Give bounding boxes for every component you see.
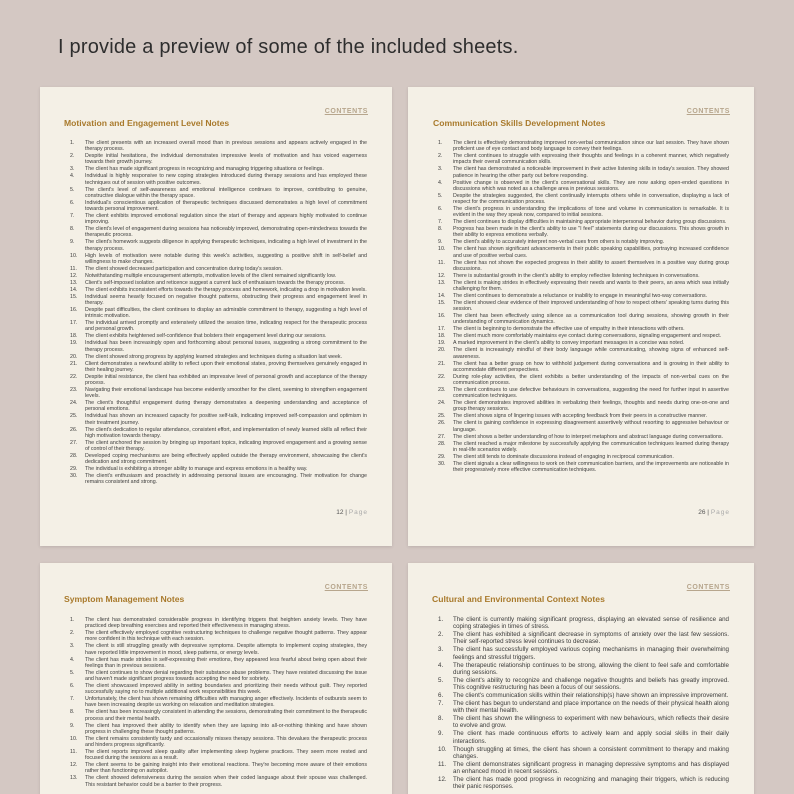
- note-text: The client has made good progress in recognizing and managing their triggers, which is reducing their panic responses.: [453, 776, 729, 791]
- note-number: 20.: [70, 353, 78, 360]
- note-item: [70, 466, 367, 472]
- note-number: 26.: [70, 426, 78, 433]
- note-text: The client has shown significant advancements in their public speaking capabilities, portraying increased confidence and use of positive verbal cues.: [453, 246, 729, 259]
- note-item: [438, 260, 729, 272]
- note-item: [70, 266, 367, 272]
- note-item: [70, 762, 367, 774]
- note-text: The client has demonstrated a noticeable improvement in their active listening skills in today's session. They showed patience in hearing the other party out before responding.: [453, 166, 729, 179]
- note-text: The client showed defensiveness during the session when their coded language about their spouse was challenged. This resistant behavior could be a barrier to their progress.: [85, 775, 367, 788]
- headline: I provide a preview of some of the included sheets.: [58, 36, 519, 58]
- note-number: 21.: [70, 360, 78, 367]
- note-item: [70, 736, 367, 748]
- note-number: 5.: [438, 676, 444, 684]
- note-text: The client is beginning to demonstrate the effective use of empathy in their interactions with others.: [453, 326, 685, 333]
- note-item: [70, 273, 367, 279]
- note-text: The client exhibits heightened self-confidence that bolsters their engagement level during our sessions.: [85, 333, 327, 340]
- note-item: [438, 730, 729, 744]
- note-number: 25.: [438, 413, 446, 420]
- contents-link[interactable]: CONTENTS: [324, 108, 368, 115]
- note-text: The client is still struggling greatly with depressive symptoms. Despite attempts to implement coping strategies, they have reported little improvement in mood, sleep patterns, or energy levels.: [85, 643, 367, 656]
- note-text: The client signals a clear willingness to work on their communication barriers, and the improvements are noticeable in their progressively more effective communication techniques.: [453, 460, 729, 474]
- note-number: 12.: [70, 762, 78, 769]
- note-text: Notwithstanding multiple encouragement attempts, motivation levels of the client remained significantly low.: [85, 272, 337, 279]
- note-item: [70, 213, 367, 225]
- note-number: 27.: [438, 433, 446, 440]
- note-number: 10.: [70, 252, 78, 259]
- note-text: The client has been effectively using silence as a communication tool during sessions, showing growth in their understanding of communication dynamics.: [453, 313, 729, 326]
- note-number: 24.: [70, 400, 78, 407]
- note-item: [438, 646, 729, 660]
- page-word: Page: [348, 509, 368, 516]
- note-text: Unfortunately, the client has shown remaining difficulties with managing anger effectively. Incidents of outbursts seem to have been increasing despite us working on relaxation and meditation strategies.: [85, 696, 367, 709]
- note-item: [70, 226, 367, 238]
- note-number: 7.: [438, 219, 443, 226]
- note-text: The client's level of engagement during sessions has noticeably improved, demonstrating open-mindedness towards the therapeutic process.: [85, 226, 367, 239]
- note-number: 7.: [438, 700, 444, 708]
- note-number: 28.: [70, 453, 78, 460]
- note-text: The client continues to struggle with expressing their thoughts and feelings in a coherent manner, which negatively impacts their overall communication skills.: [453, 153, 729, 166]
- page-footer: 26 | Page: [698, 509, 730, 516]
- note-text: A marked improvement in the client's ability to convey important messages in a concise was noted.: [453, 340, 685, 347]
- note-item: [70, 153, 367, 165]
- note-item: [70, 400, 367, 412]
- note-text: Developed coping mechanisms are being effectively applied outside the therapy environment, showcasing the client's dedication and strong commitment.: [85, 453, 367, 466]
- note-item: [438, 441, 729, 453]
- note-number: 13.: [70, 279, 78, 286]
- note-text: The client seems to be gaining insight into their emotional reactions. They're becoming more aware of their emotions rather than functioning on autopilot.: [85, 762, 367, 775]
- note-item: [70, 239, 367, 251]
- note-item: [438, 180, 729, 192]
- note-text: Navigating their emotional landscape has become evidently smoother for the client, seeming to strengthen engagement levels.: [85, 387, 367, 400]
- notes-list: [70, 140, 367, 486]
- note-item: [70, 307, 367, 319]
- note-item: [70, 361, 367, 373]
- note-number: 15.: [438, 300, 446, 307]
- note-text: Individual's conscientious application of therapeutic techniques discussed demonstrates a high level of commitment towards personal improvement.: [85, 199, 367, 213]
- note-item: [438, 387, 729, 399]
- note-text: The client has exhibited a significant decrease in symptoms of anxiety over the last few sessions. Their self-reported stress level continues to decrease.: [453, 631, 729, 646]
- note-item: [438, 239, 729, 245]
- note-item: [438, 746, 729, 760]
- note-item: [70, 333, 367, 339]
- note-number: 4.: [70, 656, 75, 663]
- note-number: 5.: [70, 186, 75, 193]
- note-number: 10.: [438, 745, 447, 753]
- note-text: High levels of motivation were notable during this week's activities, suggesting a positive shift in self-belief and willingness to make changes.: [85, 252, 367, 265]
- note-item: [70, 354, 367, 360]
- note-item: [70, 166, 367, 172]
- note-number: 23.: [438, 387, 446, 394]
- note-item: [438, 333, 729, 339]
- note-text: The client is increasingly mindful of their body language while communicating, showing signs of enhanced self-awareness.: [453, 347, 729, 360]
- note-text: Despite the strategies suggested, the client continually interrupts others while in conversation, displaying a lack of respect for the communication process.: [453, 192, 729, 206]
- sheet-title: Communication Skills Development Notes: [433, 118, 606, 128]
- note-item: [70, 173, 367, 185]
- note-item: [438, 340, 729, 346]
- note-number: 25.: [70, 413, 78, 420]
- note-item: [70, 427, 367, 439]
- note-number: 2.: [438, 153, 443, 160]
- note-item: [438, 434, 729, 440]
- note-item: [438, 677, 729, 691]
- note-item: [70, 643, 367, 655]
- note-number: 19.: [438, 340, 446, 347]
- note-text: The client continues to display difficulties in maintaining appropriate interpersonal behavior during group discussions.: [453, 219, 727, 226]
- note-number: 17.: [70, 320, 78, 327]
- note-item: [438, 326, 729, 332]
- note-number: 11.: [438, 259, 445, 266]
- note-number: 22.: [70, 373, 78, 380]
- note-text: The client has improved their ability to identify when they are lapsing into all-or-nothing thinking and have shown progress in challenging these thought patterns.: [85, 722, 367, 735]
- note-item: [438, 461, 729, 473]
- note-item: [70, 340, 367, 352]
- note-text: The individual arrived promptly and extensively utilized the session time, indicating respect for the therapeutic process and personal growth.: [85, 320, 367, 333]
- note-text: The client demonstrates significant progress in managing depressive symptoms and has displayed an enhanced mood in recent sessions.: [453, 760, 729, 776]
- note-item: [70, 473, 367, 485]
- note-item: [70, 709, 367, 721]
- note-text: The client is effectively demonstrating improved non-verbal communication since our last session. They have shown proficient use of eye contact and body language to convey their feelings.: [453, 140, 729, 153]
- note-text: The client's level of self-awareness and emotional intelligence continues to improve, contributing to genuine, constructive dialogue within the therapy space.: [85, 186, 367, 199]
- sheet-cultural: [408, 563, 754, 794]
- note-item: [70, 630, 367, 642]
- note-number: 3.: [438, 646, 444, 654]
- note-text: The client reached a major milestone by successfully applying the communication techniques learned during therapy in real-life scenarios widely.: [453, 440, 729, 453]
- note-item: [438, 361, 729, 373]
- note-number: 18.: [70, 333, 78, 340]
- sheet-communication: [408, 87, 754, 546]
- note-text: The client's progress in understanding the implications of tone and volume in communication is remarkable. It is evident in the way they speak now, compared to initial sessions.: [453, 206, 729, 219]
- note-number: 11.: [70, 265, 77, 272]
- note-number: 9.: [70, 722, 75, 729]
- page-number: 12: [336, 509, 344, 516]
- note-text: The client has shown the willingness to experiment with new behaviours, which reflects their desire to evolve and grow.: [453, 715, 729, 730]
- note-number: 8.: [70, 709, 75, 716]
- note-item: [438, 246, 729, 258]
- note-item: [70, 617, 367, 629]
- note-text: The client shows signs of lingering issues with accepting feedback from their peers in a constructive manner.: [453, 413, 708, 420]
- note-text: The client remains consistently tardy and occasionally misses therapy sessions. This devalues the therapeutic process and hinders progress significantly.: [85, 735, 367, 749]
- note-item: [70, 287, 367, 293]
- note-item: [438, 293, 729, 299]
- note-item: [438, 153, 729, 165]
- note-item: [438, 219, 729, 225]
- note-text: The client exhibits improved emotional regulation since the start of therapy and appears highly motivated to continue improving.: [85, 213, 367, 226]
- note-text: The client continues to demonstrate a reluctance or inability to engage in meaningful two-way conversations.: [453, 293, 708, 300]
- note-text: Despite initial resistance, the client has exhibited an impressive level of personal growth and acceptance of the therapy process.: [85, 373, 367, 387]
- note-number: 4.: [438, 179, 443, 186]
- note-number: 3.: [70, 643, 75, 650]
- note-number: 20.: [438, 347, 446, 354]
- note-text: The client is currently making significant progress, displaying an elevated sense of resilience and coping strategies in times of stress.: [453, 616, 729, 631]
- note-text: The client has successfully employed various coping mechanisms in managing their overwhelming feelings and stressful triggers.: [453, 646, 729, 661]
- note-item: [70, 440, 367, 452]
- note-item: [438, 454, 729, 460]
- note-item: [70, 374, 367, 386]
- note-item: [70, 140, 367, 152]
- note-number: 4.: [438, 661, 444, 669]
- note-text: Despite past difficulties, the client continues to display an admirable commitment to therapy, suggesting a high level of intrinsic motivation.: [85, 307, 367, 320]
- note-text: The client presents with an increased overall mood than in previous sessions and appears actively engaged in the therapy process.: [85, 140, 367, 153]
- note-text: The client reports improved sleep quality after implementing sleep hygiene practices. They seem more rested and focused during the sessions as a result.: [85, 749, 367, 762]
- note-number: 1.: [438, 616, 444, 623]
- page-word: Page: [710, 509, 730, 516]
- note-number: 26.: [438, 420, 446, 427]
- note-number: 13.: [438, 279, 446, 286]
- note-number: 6.: [70, 199, 75, 206]
- note-item: [438, 347, 729, 359]
- note-number: 16.: [70, 307, 78, 314]
- note-text: The client demonstrates improved abilities in verbalizing their feelings, thoughts and needs during one-on-one and group therapy sessions.: [453, 400, 729, 413]
- note-number: 2.: [70, 630, 75, 637]
- note-text: The therapeutic relationship continues to be strong, allowing the client to feel safe and comfortable during sessions.: [453, 661, 729, 676]
- page-footer: 12 | Page: [336, 509, 368, 516]
- note-item: [438, 300, 729, 312]
- note-item: [438, 413, 729, 419]
- note-number: 22.: [438, 373, 446, 380]
- note-number: 14.: [70, 286, 78, 293]
- note-number: 24.: [438, 400, 446, 407]
- note-number: 13.: [70, 775, 78, 782]
- note-number: 12.: [70, 272, 78, 279]
- note-number: 30.: [438, 460, 446, 467]
- note-number: 5.: [70, 669, 75, 676]
- note-number: 30.: [70, 473, 78, 480]
- note-number: 3.: [438, 166, 443, 173]
- sheet-title: Motivation and Engagement Level Notes: [64, 118, 230, 128]
- note-text: The client continues to show denial regarding their substance abuse problems. They have resisted discussing the issue and haven't made significant progress towards accepting the need for sobriety.: [85, 669, 367, 683]
- contents-link[interactable]: CONTENTS: [324, 584, 368, 591]
- note-item: [438, 313, 729, 325]
- note-number: 14.: [438, 293, 446, 300]
- note-text: The client has been increasingly consistent in attending the sessions, demonstrating their commitment to the therapeutic process and their mental health.: [85, 709, 367, 722]
- note-text: The client has not shown the expected progress in their ability to assert themselves in a positive way during group discussions.: [453, 259, 729, 272]
- note-item: [438, 700, 729, 714]
- note-item: [438, 374, 729, 386]
- note-number: 2.: [70, 153, 75, 160]
- note-item: [438, 166, 729, 178]
- note-text: The client continues to use defective behaviours in conversations, suggesting the need for further input in assertive communication techniques.: [453, 387, 729, 400]
- note-text: The client showed clear evidence of their improved understanding of how to respect others' speaking turns during this session.: [453, 300, 729, 313]
- note-number: 27.: [70, 439, 78, 446]
- note-item: [438, 662, 729, 676]
- note-text: The client's ability to accurately interpret non-verbal cues from others is notably improving.: [453, 239, 665, 246]
- note-item: [70, 320, 367, 332]
- note-number: 12.: [438, 776, 447, 784]
- note-text: Client demonstrates a newfound ability to reflect upon their emotional states, proving themselves genuinely engaged in their healing journey.: [85, 360, 367, 373]
- note-text: The client's ability to recognize and challenge negative thoughts and beliefs has greatly improved. This cognitive restructuring has been a focus of our sessions.: [453, 676, 729, 692]
- note-item: [70, 775, 367, 787]
- note-number: 8.: [70, 226, 75, 233]
- note-text: The client has a better grasp on how to withhold judgement during conversations and is growing in their ability to accommodate different perspectives.: [453, 360, 729, 373]
- note-text: The client is gaining confidence in expressing disagreement assertively without resorting to aggressive behaviour or language.: [453, 420, 729, 433]
- note-number: 7.: [70, 213, 75, 220]
- note-item: [438, 420, 729, 432]
- note-number: 8.: [438, 715, 444, 723]
- note-text: The client is making strides in effectively expressing their needs and wants to their peers, an area which was initially challenging for them.: [453, 279, 729, 293]
- note-number: 17.: [438, 326, 446, 333]
- note-text: The client's homework suggests diligence in applying therapeutic techniques, indicating a high level of investment in the therapy process.: [85, 239, 367, 252]
- note-text: The individual is exhibiting a stronger ability to manage and express emotions in a healthy way.: [85, 466, 308, 473]
- note-item: [70, 387, 367, 399]
- note-item: [438, 226, 729, 238]
- note-item: [438, 193, 729, 205]
- note-item: [438, 616, 729, 630]
- sheet-title: Symptom Management Notes: [64, 594, 185, 604]
- note-text: Individual is highly responsive to new coping strategies introduced during therapy sessions and has employed these techniques out of session with positive outcomes.: [85, 173, 367, 186]
- note-item: [70, 253, 367, 265]
- note-item: [70, 749, 367, 761]
- note-text: The client has made significant progress in recognizing and managing triggering situations or feelings.: [85, 166, 324, 173]
- note-number: 6.: [438, 692, 444, 700]
- note-text: The client's communication skills within their relationship(s) have shown an impressive improvement.: [453, 692, 729, 700]
- note-text: The client shows a better understanding of how to interpret metaphors and abstract language during conversations.: [453, 433, 724, 440]
- note-item: [438, 140, 729, 152]
- sheet-motivation: [40, 87, 392, 546]
- note-text: The client much more comfortably maintains eye contact during conversations, signaling engagement and respect.: [453, 333, 722, 340]
- note-number: 28.: [438, 440, 446, 447]
- note-number: 15.: [70, 293, 78, 300]
- note-item: [70, 453, 367, 465]
- note-text: There is substantial growth in the client's ability to employ reflective listening techniques in conversations.: [453, 272, 700, 279]
- page-number: 26: [698, 509, 706, 516]
- note-text: Client's self-imposed isolation and reticence suggest a current lack of enthusiasm towards the therapy process.: [85, 279, 346, 286]
- note-number: 12.: [438, 272, 446, 279]
- note-text: The client has made strides in self-expressing their emotions, they appeared less fearful about being open about their feelings than in previous sessions.: [85, 656, 367, 669]
- note-item: [438, 631, 729, 645]
- note-number: 1.: [438, 140, 443, 146]
- note-text: During role-play activities, the client exhibits a better understanding of the impacts of non-verbal cues on the communication process.: [453, 373, 729, 387]
- note-number: 1.: [70, 140, 75, 146]
- note-number: 1.: [70, 617, 75, 623]
- note-text: Individual has shown an increased capacity for positive self-talk, indicating improved self-compassion and optimism in their treatment journey.: [85, 413, 367, 426]
- sheet-symptom: [40, 563, 392, 794]
- note-number: 29.: [438, 453, 446, 460]
- note-number: 23.: [70, 387, 78, 394]
- note-text: The client has made continuous efforts to actively learn and apply social skills in their daily interactions.: [453, 730, 729, 745]
- note-item: [438, 280, 729, 292]
- note-item: [438, 692, 729, 699]
- note-number: 8.: [438, 226, 443, 233]
- note-text: The client has begun to understand and place importance on the needs of their physical health along with their mental health.: [453, 700, 729, 715]
- note-text: Positive change is observed in the client's conversational skills. They are now asking open-ended questions in discussions which was noted as a challenge area in previous sessions.: [453, 179, 729, 192]
- note-item: [438, 715, 729, 729]
- note-item: [438, 400, 729, 412]
- note-number: 9.: [70, 239, 75, 246]
- note-item: [70, 280, 367, 286]
- note-text: The client still tends to dominate discussions instead of engaging in reciprocal communication.: [453, 453, 674, 460]
- note-text: The client's dedication to regular attendance, consistent effort, and implementation of newly learned skills all reflect their high motivation towards therapy.: [85, 426, 367, 439]
- sheet-title: Cultural and Environmental Context Notes: [432, 594, 605, 604]
- note-text: Individual seems heavily focused on negative thought patterns, obstructing their progress and engagement level in therapy.: [85, 293, 367, 307]
- note-number: 21.: [438, 360, 446, 367]
- note-text: The client's thoughtful engagement during therapy demonstrates a deepening understanding and acceptance of personal emotions.: [85, 400, 367, 413]
- notes-list: [70, 617, 367, 789]
- note-item: [70, 200, 367, 212]
- note-item: [70, 723, 367, 735]
- notes-list: [438, 616, 729, 791]
- note-number: 10.: [438, 246, 446, 253]
- note-text: Though struggling at times, the client has shown a consistent commitment to therapy and making changes.: [453, 745, 729, 760]
- note-item: [70, 657, 367, 669]
- note-item: [70, 294, 367, 306]
- note-number: 18.: [438, 333, 446, 340]
- note-text: The client effectively employed cognitive restructuring techniques to challenge negative thought patterns. They appear more confident in this technique with each session.: [85, 630, 367, 643]
- note-text: The client showcased improved ability in setting boundaries and prioritizing their needs without guilt. They reported successfully saying no to multiple additional work responsibilities this week.: [85, 683, 367, 696]
- note-text: The client showed decreased participation and concentration during today's session.: [85, 265, 283, 272]
- note-number: 2.: [438, 631, 444, 639]
- note-item: [70, 670, 367, 682]
- note-text: Individual has been increasingly open and forthcoming about personal issues, suggesting a strong commitment to the therapy process.: [85, 340, 367, 353]
- note-number: 6.: [70, 683, 75, 690]
- note-number: 29.: [70, 466, 78, 473]
- note-number: 9.: [438, 730, 444, 738]
- note-number: 11.: [438, 760, 447, 768]
- note-number: 19.: [70, 340, 78, 347]
- note-item: [70, 683, 367, 695]
- contents-link[interactable]: CONTENTS: [686, 584, 730, 591]
- note-number: 6.: [438, 206, 443, 213]
- note-number: 4.: [70, 173, 75, 180]
- note-item: [438, 206, 729, 218]
- note-text: The client showed strong progress by applying learned strategies and techniques during a situation last week.: [85, 353, 343, 360]
- note-item: [438, 761, 729, 775]
- note-number: 9.: [438, 239, 443, 246]
- note-item: [438, 273, 729, 279]
- note-text: The client has demonstrated considerable progress in identifying triggers that heighten anxiety levels. They have practiced deep breathing exercises and reported their effectiveness in managing stress.: [85, 617, 367, 630]
- contents-link[interactable]: CONTENTS: [686, 108, 730, 115]
- note-number: 7.: [70, 696, 75, 703]
- note-item: [70, 187, 367, 199]
- note-number: 16.: [438, 313, 446, 320]
- notes-list: [438, 140, 729, 474]
- note-number: 10.: [70, 735, 78, 742]
- note-text: The client exhibits inconsistent efforts towards the therapy process and homework, indicating a drop in motivation levels.: [85, 286, 367, 293]
- note-item: [438, 776, 729, 790]
- note-number: 3.: [70, 166, 75, 173]
- note-item: [70, 696, 367, 708]
- note-number: 11.: [70, 749, 77, 756]
- note-text: Progress has been made in the client's ability to use "I feel" statements during our discussions. This shows growth in their ability to express emotions verbally.: [453, 226, 729, 239]
- note-number: 5.: [438, 192, 443, 199]
- note-item: [70, 413, 367, 425]
- note-text: The client's enthusiasm and proactivity in addressing personal issues are encouraging. Their motivation for change remains consistent and strong.: [85, 473, 367, 486]
- note-text: Despite initial hesitations, the individual demonstrates impressive levels of motivation and has voiced eagerness towards their growth journey.: [85, 153, 367, 166]
- note-text: The client anchored the session by bringing up important topics, indicating improved engagement and a growing sense of control of their therapy.: [85, 439, 367, 453]
